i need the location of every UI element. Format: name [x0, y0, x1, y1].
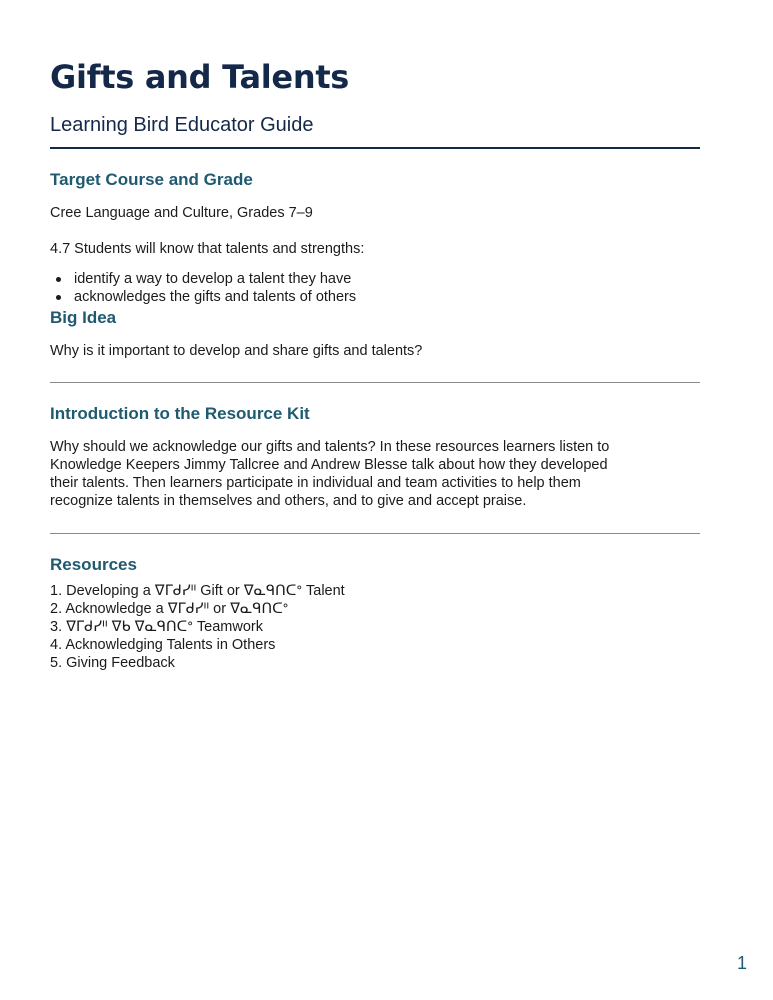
list-item: acknowledges the gifts and talents of others [50, 288, 356, 306]
section-divider [50, 533, 700, 534]
list-item: 3. ᐁᒥᑯᓯᐦ ᐁᑲ ᐁᓇᑫᑎᑕᐤ Teamwork [50, 619, 263, 635]
bullet-icon [56, 277, 61, 282]
section-divider [50, 382, 700, 383]
intro-heading: Introduction to the Resource Kit [50, 404, 310, 423]
intro-line: their talents. Then learners participate in individual and team activities to help them [50, 475, 581, 491]
resources-heading: Resources [50, 555, 137, 574]
course-text: Cree Language and Culture, Grades 7–9 [50, 205, 313, 221]
resources-list [50, 582, 345, 672]
target-course-heading: Target Course and Grade [50, 170, 253, 189]
bullet-icon [56, 295, 61, 300]
outcome-text: 4.7 Students will know that talents and strengths: [50, 241, 365, 257]
intro-line: Why should we acknowledge our gifts and talents? In these resources learners listen to [50, 439, 610, 455]
intro-line: Knowledge Keepers Jimmy Tallcree and Andrew Blesse talk about how they developed [50, 457, 608, 473]
big-idea-text: Why is it important to develop and share gifts and talents? [50, 343, 423, 359]
page-number: 1 [736, 953, 747, 973]
list-item: 4. Acknowledging Talents in Others [50, 637, 276, 653]
list-item: 2. Acknowledge a ᐁᒥᑯᓯᐦ or ᐁᓇᑫᑎᑕᐤ [50, 601, 289, 617]
page-title: Gifts and Talents [50, 58, 350, 96]
title-divider [50, 147, 700, 149]
list-item: identify a way to develop a talent they have [50, 270, 356, 288]
list-item: 1. Developing a ᐁᒥᑯᓯᐦ Gift or ᐁᓇᑫᑎᑕᐤ Talent [50, 583, 345, 599]
page-subtitle: Learning Bird Educator Guide [50, 114, 314, 136]
outcome-bullet-list [50, 270, 356, 306]
big-idea-heading: Big Idea [50, 308, 117, 327]
list-item: 5. Giving Feedback [50, 655, 175, 671]
intro-line: recognize talents in themselves and others, and to give and accept praise. [50, 493, 527, 509]
intro-paragraph [50, 438, 710, 510]
